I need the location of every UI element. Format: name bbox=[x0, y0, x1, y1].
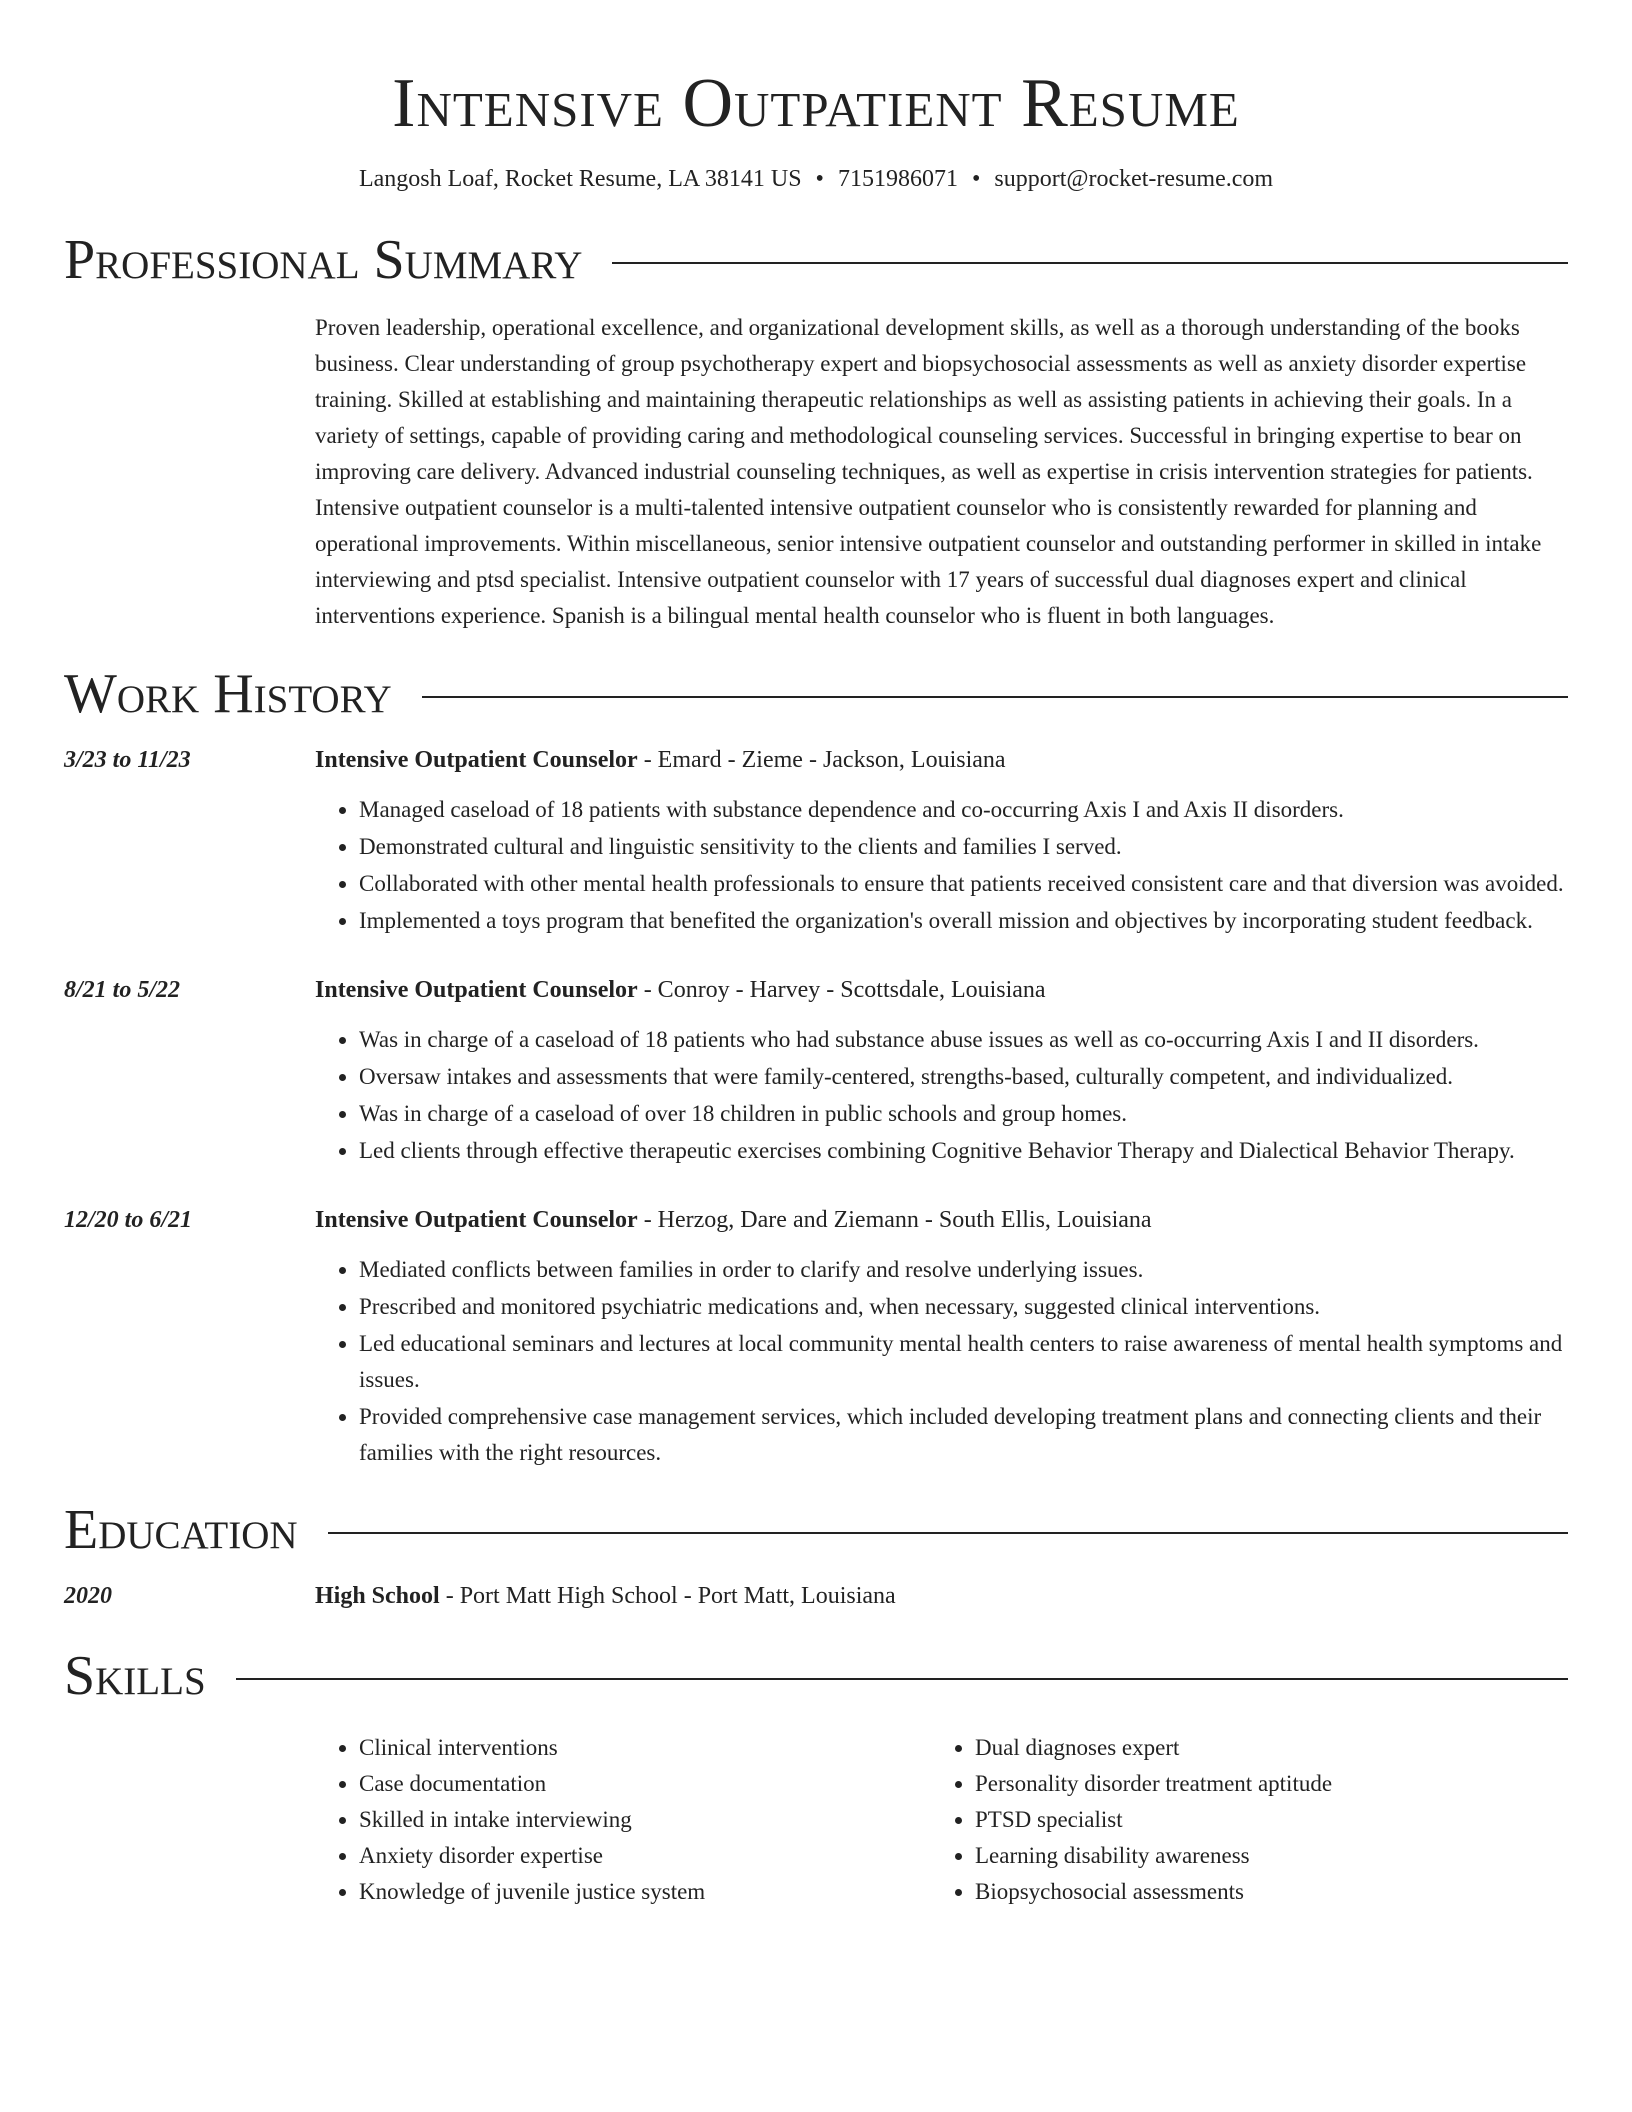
job-employer: - Herzog, Dare and Ziemann - South Ellis, Louisiana bbox=[637, 1207, 1152, 1233]
skill-item: • Case documentation bbox=[359, 1766, 931, 1802]
section-header-work bbox=[64, 662, 1568, 726]
job-entry bbox=[64, 742, 1568, 940]
section-header-skills bbox=[64, 1644, 1568, 1708]
job-bullets bbox=[315, 792, 1568, 939]
job-bullet: • Was in charge of a caseload of over 18 children in public schools and group homes. bbox=[359, 1096, 1568, 1132]
section-header-education bbox=[64, 1498, 1568, 1562]
skill-item: • Skilled in intake interviewing bbox=[359, 1802, 931, 1838]
contact-phone: 7151986071 bbox=[837, 166, 958, 192]
education-body bbox=[315, 1578, 1568, 1614]
resume-title: Intensive Outpatient Resume bbox=[392, 65, 1240, 142]
job-employer: - Emard - Zieme - Jackson, Louisiana bbox=[637, 747, 1006, 773]
skill-item: • PTSD specialist bbox=[975, 1802, 1535, 1838]
job-dates: 12/20 to 6/21 bbox=[64, 1207, 193, 1233]
section-title-summary: Professional Summary bbox=[64, 229, 583, 291]
section-divider bbox=[328, 1532, 1568, 1534]
job-role: Intensive Outpatient Counselor bbox=[315, 747, 638, 773]
job-body bbox=[315, 972, 1568, 1170]
contact-line bbox=[64, 164, 1568, 194]
job-bullet: • Provided comprehensive case management services, which included developing treatment plans and connecting clients and their families with the right resources. bbox=[359, 1399, 1568, 1471]
job-body bbox=[315, 1202, 1568, 1472]
skill-item: • Biopsychosocial assessments bbox=[975, 1874, 1535, 1910]
education-school: - Port Matt High School - Port Matt, Louisiana bbox=[439, 1583, 896, 1609]
job-bullet: • Implemented a toys program that benefited the organization's overall mission and objectives by incorporating student feedback. bbox=[359, 903, 1568, 939]
skill-item: • Learning disability awareness bbox=[975, 1838, 1535, 1874]
contact-address: Langosh Loaf, Rocket Resume, LA 38141 US bbox=[358, 166, 802, 192]
job-body bbox=[315, 742, 1568, 940]
education-year: 2020 bbox=[64, 1583, 112, 1609]
job-title-line bbox=[315, 1202, 1568, 1238]
skill-item: • Anxiety disorder expertise bbox=[359, 1838, 931, 1874]
job-title-line bbox=[315, 972, 1568, 1008]
summary-text: Proven leadership, operational excellence, and organizational development skills, as well as a thorough understanding of the books business. Clear understanding of group psychotherapy expert and biopsychosocial assessments as well as anxiety disorder expertise training. Skilled at establishing and maintaining therapeutic relationships as well as assisting patients in achieving their goals. In a variety of settings, capable of providing caring and methodological counseling services. Successful in bringing expertise to bear on improving care delivery. Advanced industrial counseling techniques, as well as expertise in crisis intervention strategies for patients. Intensive outpatient counselor is a multi-talented intensive outpatient counselor who is consistently rewarded for planning and operational improvements. Within miscellaneous, senior intensive outpatient counselor and outstanding performer in skilled in intake interviewing and ptsd specialist. Intensive outpatient counselor with 17 years of successful dual diagnoses expert and clinical interventions experience. Spanish is a bilingual mental health counselor who is fluent in both languages. bbox=[315, 315, 1542, 628]
job-role: Intensive Outpatient Counselor bbox=[315, 1207, 638, 1233]
job-entry bbox=[64, 972, 1568, 1170]
skills-list bbox=[315, 1730, 1568, 1910]
job-dates: 3/23 to 11/23 bbox=[64, 747, 191, 773]
contact-separator: • bbox=[815, 166, 824, 192]
job-bullet: • Mediated conflicts between families in order to clarify and resolve underlying issues. bbox=[359, 1252, 1568, 1288]
section-title-work: Work History bbox=[64, 663, 392, 725]
education-line bbox=[315, 1578, 1568, 1614]
contact-separator: • bbox=[971, 166, 981, 192]
skill-item: • Dual diagnoses expert bbox=[975, 1730, 1535, 1766]
education-entry bbox=[64, 1578, 1568, 1614]
job-title-line bbox=[315, 742, 1568, 778]
skills-column-right bbox=[931, 1730, 1535, 1910]
job-bullet: • Demonstrated cultural and linguistic sensitivity to the clients and families I served. bbox=[359, 829, 1568, 865]
job-bullet: • Led clients through effective therapeutic exercises combining Cognitive Behavior Therapy and Dialectical Behavior Therapy. bbox=[359, 1133, 1568, 1169]
job-bullet: • Was in charge of a caseload of 18 patients who had substance abuse issues as well as co-occurring Axis I and II disorders. bbox=[359, 1022, 1568, 1058]
job-role: Intensive Outpatient Counselor bbox=[315, 977, 638, 1003]
skills-column-left bbox=[315, 1730, 931, 1910]
skill-item: • Personality disorder treatment aptitude bbox=[975, 1766, 1535, 1802]
section-title-education: Education bbox=[64, 1499, 298, 1561]
section-divider bbox=[422, 696, 1568, 698]
section-title-skills: Skills bbox=[64, 1645, 206, 1707]
section-header-summary bbox=[64, 228, 1568, 292]
job-bullet: • Managed caseload of 18 patients with substance dependence and co-occurring Axis I and Axis II disorders. bbox=[359, 792, 1568, 828]
education-degree: High School bbox=[315, 1583, 440, 1609]
skill-item: • Knowledge of juvenile justice system bbox=[359, 1874, 931, 1910]
skill-item: • Clinical interventions bbox=[359, 1730, 931, 1766]
job-bullets bbox=[315, 1022, 1568, 1169]
job-bullet: • Led educational seminars and lectures at local community mental health centers to raise awareness of mental health symptoms and issues. bbox=[359, 1326, 1568, 1398]
section-divider bbox=[612, 262, 1568, 264]
job-bullets bbox=[315, 1252, 1568, 1471]
job-bullet: • Prescribed and monitored psychiatric medications and, when necessary, suggested clinical interventions. bbox=[359, 1289, 1568, 1325]
job-dates: 8/21 to 5/22 bbox=[64, 977, 181, 1003]
section-divider bbox=[236, 1678, 1568, 1680]
job-bullet: • Oversaw intakes and assessments that were family-centered, strengths-based, culturally competent, and individualized. bbox=[359, 1059, 1568, 1095]
job-bullet: • Collaborated with other mental health professionals to ensure that patients received consistent care and that diversion was avoided. bbox=[359, 866, 1568, 902]
job-entry bbox=[64, 1202, 1568, 1472]
contact-email: support@rocket-resume.com bbox=[994, 166, 1274, 192]
job-employer: - Conroy - Harvey - Scottsdale, Louisiana bbox=[637, 977, 1046, 1003]
